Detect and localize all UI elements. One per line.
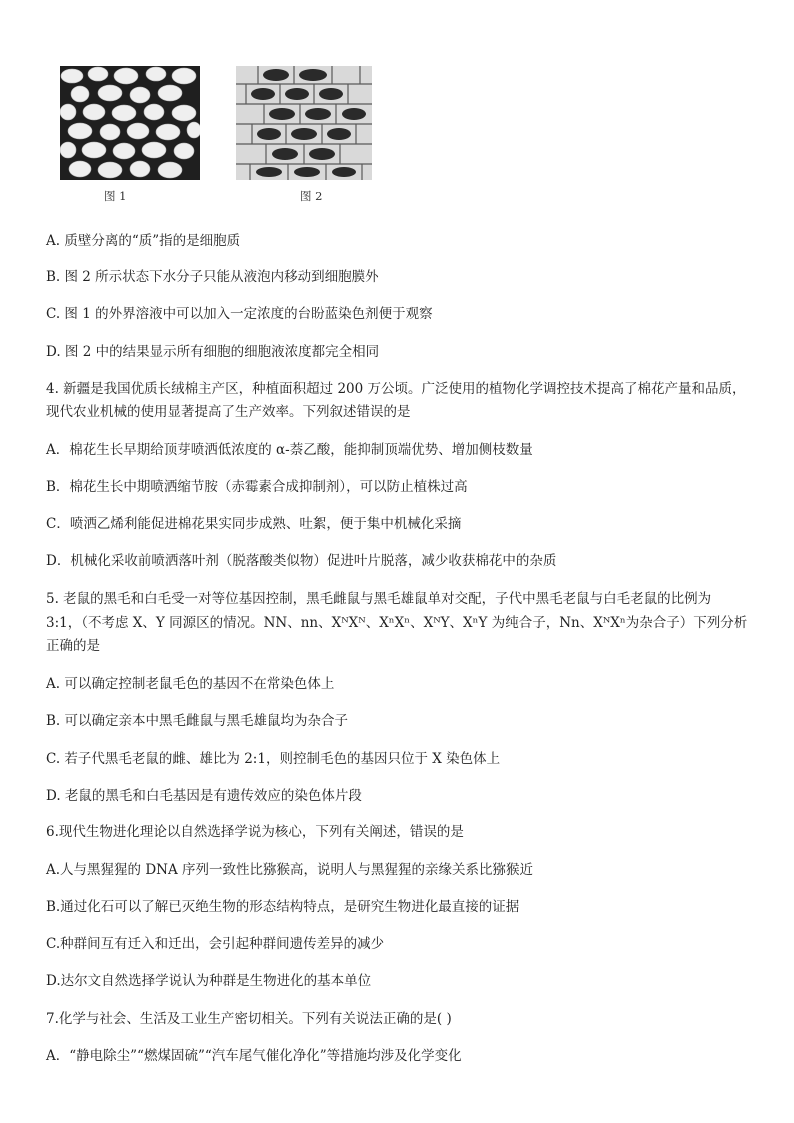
q4-stem-line-1: 4. 新疆是我国优质长绒棉主产区，种植面积超过 200 万公顷。广泛使用的植物化学调控技术提高了棉花产量和品质， (46, 381, 746, 397)
q6-option-d: D.达尔文自然选择学说认为种群是生物进化的基本单位 (46, 973, 372, 989)
q6-option-c: C.种群间互有迁入和迁出，会引起种群间遗传差异的减少 (46, 936, 385, 952)
figure-group (60, 66, 390, 206)
q4-option-b: B．棉花生长中期喷洒缩节胺（赤霉素合成抑制剂），可以防止植株过高 (46, 479, 468, 495)
q7-option-a: A．“静电除尘”“燃煤固硫”“汽车尾气催化净化”等措施均涉及化学变化 (46, 1048, 462, 1064)
q5-stem-line-1: 5. 老鼠的黑毛和白毛受一对等位基因控制，黑毛雌鼠与黑毛雄鼠单对交配，子代中黑毛老鼠与白毛老鼠的比例为 (46, 591, 712, 607)
q3-option-a: A. 质壁分离的“质”指的是细胞质 (46, 233, 241, 249)
figure-2-micrograph (236, 66, 372, 180)
q5-option-b: B. 可以确定亲本中黑毛雌鼠与黑毛雄鼠均为杂合子 (46, 713, 349, 729)
q3-option-d: D. 图 2 中的结果显示所有细胞的细胞液浓度都完全相同 (46, 344, 380, 360)
q5-option-d: D. 老鼠的黑毛和白毛基因是有遗传效应的染色体片段 (46, 788, 362, 804)
q4-option-c: C．喷洒乙烯利能促进棉花果实同步成熟、吐絮，便于集中机械化采摘 (46, 516, 462, 532)
q6-stem: 6.现代生物进化理论以自然选择学说为核心，下列有关阐述，错误的是 (46, 824, 464, 840)
figure-2-caption: 图 2 (300, 189, 323, 203)
figure-1-caption: 图 1 (104, 189, 127, 203)
q4-option-a: A．棉花生长早期给顶芽喷洒低浓度的 α-萘乙酸，能抑制顶端优势、增加侧枝数量 (46, 442, 533, 458)
q4-option-d: D．机械化采收前喷洒落叶剂（脱落酸类似物）促进叶片脱落，减少收获棉花中的杂质 (46, 553, 557, 569)
figure-1-micrograph (60, 66, 200, 180)
q5-stem-line-3: 正确的是 (46, 638, 100, 654)
q4-stem-line-2: 现代农业机械的使用显著提高了生产效率。下列叙述错误的是 (46, 404, 411, 420)
q6-option-b: B.通过化石可以了解已灭绝生物的形态结构特点，是研究生物进化最直接的证据 (46, 899, 520, 915)
q3-option-b: B. 图 2 所示状态下水分子只能从液泡内移动到细胞膜外 (46, 269, 379, 285)
q6-option-a: A.人与黑猩猩的 DNA 序列一致性比猕猴高，说明人与黑猩猩的亲缘关系比猕猴近 (46, 862, 534, 878)
q7-stem: 7.化学与社会、生活及工业生产密切相关。下列有关说法正确的是( ) (46, 1011, 452, 1027)
q5-option-a: A. 可以确定控制老鼠毛色的基因不在常染色体上 (46, 676, 335, 692)
q5-stem-line-2: 3:1，（不考虑 X、Y 同源区的情况。NN、nn、XᴺXᴺ、XⁿXⁿ、XᴺY、XⁿY 为纯合子，Nn、XᴺXⁿ为杂合子）下列分析 (46, 615, 748, 631)
q3-option-c: C. 图 1 的外界溶液中可以加入一定浓度的台盼蓝染色剂便于观察 (46, 306, 433, 322)
q5-option-c: C. 若子代黑毛老鼠的雌、雄比为 2:1，则控制毛色的基因只位于 X 染色体上 (46, 751, 501, 767)
